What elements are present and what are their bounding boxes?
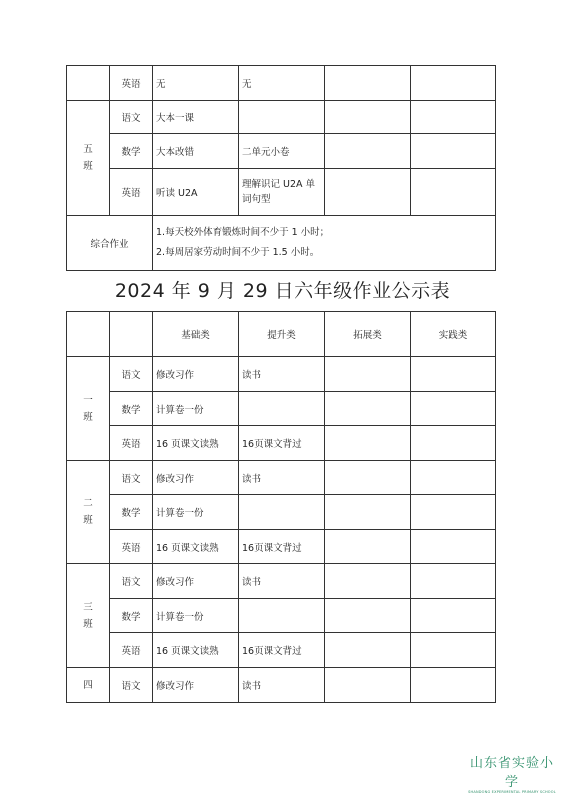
extension-cell <box>325 668 411 703</box>
class-name-cell <box>67 461 110 564</box>
basic-cell: 计算卷一份 <box>153 599 239 633</box>
header-basic: 基础类 <box>153 312 239 357</box>
comprehensive-content <box>153 216 496 271</box>
advanced-cell: 读书 <box>239 461 325 495</box>
table-row <box>67 169 496 216</box>
extension-cell <box>325 134 411 169</box>
extension-cell <box>325 357 411 392</box>
advanced-cell: 16页课文背过 <box>239 633 325 668</box>
practice-cell <box>411 495 496 530</box>
class-name-cell <box>67 564 110 668</box>
class-name: 三 班 <box>83 601 93 630</box>
comprehensive-row <box>67 216 496 271</box>
advanced-cell: 无 <box>239 66 325 101</box>
school-logo-name: 山东省实验小学 <box>469 756 554 790</box>
page-title: 2024 年 9 月 29 日六年级作业公示表 <box>114 280 451 302</box>
practice-cell <box>411 668 496 703</box>
practice-cell <box>411 101 496 134</box>
subject-cell: 英语 <box>110 426 153 461</box>
class-name-cell <box>67 101 110 216</box>
extension-cell <box>325 530 411 564</box>
basic-cell: 计算卷一份 <box>153 392 239 426</box>
table-row <box>67 134 496 169</box>
subject-cell: 英语 <box>110 66 153 101</box>
basic-cell: 大本改错 <box>153 134 239 169</box>
basic-cell: 修改习作 <box>153 668 239 703</box>
header-extension: 拓展类 <box>325 312 411 357</box>
practice-cell <box>411 169 496 216</box>
table-row <box>67 530 496 564</box>
school-logo <box>467 752 557 794</box>
advanced-cell <box>239 101 325 134</box>
basic-cell: 修改习作 <box>153 461 239 495</box>
extension-cell <box>325 169 411 216</box>
basic-cell: 16 页课文读熟 <box>153 633 239 668</box>
table-row <box>67 66 496 101</box>
advanced-cell: 理解识记 U2A 单词句型 <box>239 169 325 216</box>
practice-cell <box>411 134 496 169</box>
class-name: 一 班 <box>83 394 93 423</box>
practice-cell <box>411 392 496 426</box>
homework-table <box>66 311 496 703</box>
basic-cell: 大本一课 <box>153 101 239 134</box>
table-row <box>67 599 496 633</box>
basic-cell: 计算卷一份 <box>153 495 239 530</box>
subject-cell: 英语 <box>110 530 153 564</box>
top-homework-table <box>66 65 496 271</box>
basic-cell: 修改习作 <box>153 357 239 392</box>
comprehensive-label: 综合作业 <box>67 216 153 271</box>
advanced-cell: 读书 <box>239 357 325 392</box>
table-row <box>67 461 496 495</box>
subject-cell: 英语 <box>110 169 153 216</box>
subject-cell: 数学 <box>110 392 153 426</box>
advanced-cell: 二单元小卷 <box>239 134 325 169</box>
basic-cell: 修改习作 <box>153 564 239 599</box>
table-row <box>67 668 496 703</box>
extension-cell <box>325 66 411 101</box>
header-practice: 实践类 <box>411 312 496 357</box>
comprehensive-line: 1.每天校外体育锻炼时间不少于 1 小时； <box>156 227 330 238</box>
header-advanced: 提升类 <box>239 312 325 357</box>
subject-cell: 英语 <box>110 633 153 668</box>
basic-cell: 16 页课文读熟 <box>153 426 239 461</box>
practice-cell <box>411 564 496 599</box>
class-cell <box>67 66 110 101</box>
class-name-cell <box>67 357 110 461</box>
class-name: 五 班 <box>83 144 93 172</box>
advanced-cell <box>239 495 325 530</box>
advanced-cell: 16页课文背过 <box>239 426 325 461</box>
subject-cell: 语文 <box>110 357 153 392</box>
practice-cell <box>411 530 496 564</box>
practice-cell <box>411 426 496 461</box>
extension-cell <box>325 101 411 134</box>
comprehensive-line: 2.每周居家劳动时间不少于 1.5 小时。 <box>156 247 320 258</box>
practice-cell <box>411 357 496 392</box>
header-row <box>67 312 496 357</box>
subject-cell: 语文 <box>110 461 153 495</box>
basic-cell: 听读 U2A <box>153 169 239 216</box>
extension-cell <box>325 633 411 668</box>
advanced-cell <box>239 599 325 633</box>
extension-cell <box>325 599 411 633</box>
class-name-cell: 四 <box>67 668 110 703</box>
school-logo-subtitle: SHANDONG EXPERIMENTAL PRIMARY SCHOOL <box>468 790 556 794</box>
subject-cell: 数学 <box>110 599 153 633</box>
advanced-cell: 读书 <box>239 564 325 599</box>
table-row <box>67 357 496 392</box>
extension-cell <box>325 392 411 426</box>
practice-cell <box>411 66 496 101</box>
extension-cell <box>325 495 411 530</box>
class-name: 二 班 <box>83 498 93 526</box>
subject-cell: 语文 <box>110 101 153 134</box>
subject-cell: 数学 <box>110 134 153 169</box>
subject-cell: 数学 <box>110 495 153 530</box>
advanced-cell: 读书 <box>239 668 325 703</box>
advanced-cell <box>239 392 325 426</box>
table-row <box>67 633 496 668</box>
practice-cell <box>411 633 496 668</box>
basic-cell: 16 页课文读熟 <box>153 530 239 564</box>
table-row <box>67 392 496 426</box>
practice-cell <box>411 461 496 495</box>
header-cell <box>110 312 153 357</box>
advanced-cell: 16页课文背过 <box>239 530 325 564</box>
header-cell <box>67 312 110 357</box>
basic-cell: 无 <box>153 66 239 101</box>
practice-cell <box>411 599 496 633</box>
extension-cell <box>325 461 411 495</box>
extension-cell <box>325 426 411 461</box>
table-row <box>67 495 496 530</box>
subject-cell: 语文 <box>110 564 153 599</box>
extension-cell <box>325 564 411 599</box>
table-row <box>67 564 496 599</box>
table-row <box>67 426 496 461</box>
table-row <box>67 101 496 134</box>
subject-cell: 语文 <box>110 668 153 703</box>
